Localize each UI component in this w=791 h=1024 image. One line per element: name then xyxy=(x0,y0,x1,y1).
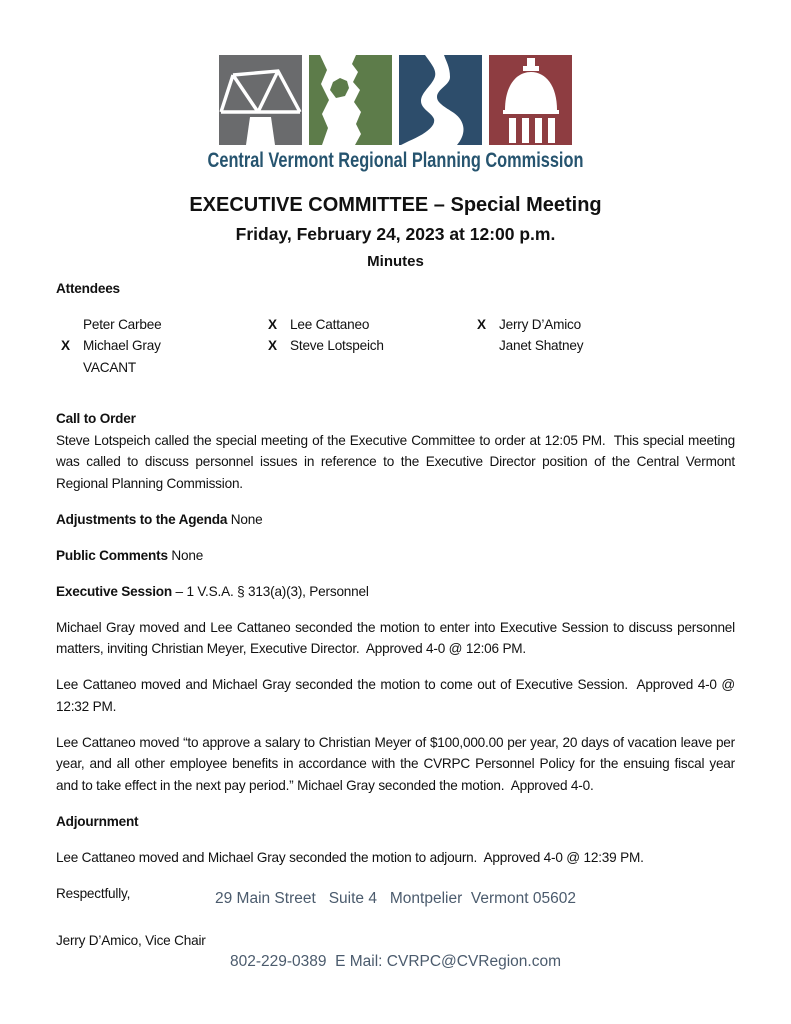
present-marker: X xyxy=(477,316,486,332)
attendees-column-2 xyxy=(268,314,477,379)
adjustments-label: Adjustments to the Agenda xyxy=(56,511,228,527)
attendee-name: Peter Carbee xyxy=(83,316,162,332)
adjournment-section xyxy=(56,811,735,833)
executive-session-cite: – 1 V.S.A. § 313(a)(3), Personnel xyxy=(171,583,369,599)
attendees-heading: Attendees xyxy=(56,281,120,296)
attendees-column-3 xyxy=(477,314,735,379)
motion-paragraph-1: Michael Gray moved and Lee Cattaneo seconded the motion to enter into Executive Session to discuss personnel matters, inviting Christian Meyer, Executive Director. Approved 4-0 @ 12:06 PM. xyxy=(56,619,739,656)
footer-contact: 802-229-0389 E Mail: CVRPC@CVRegion.com xyxy=(229,953,562,970)
footer xyxy=(0,846,791,1014)
attendees-list xyxy=(56,314,735,379)
executive-session-label: Executive Session xyxy=(56,583,172,599)
attendees-column-1 xyxy=(56,314,268,379)
present-marker: X xyxy=(268,338,277,353)
public-comments-label: Public Comments xyxy=(56,547,168,563)
org-name: Central Vermont Regional Planning Commission xyxy=(207,148,584,172)
river-icon xyxy=(399,55,482,145)
attendee-row xyxy=(268,335,477,357)
attendee-row xyxy=(268,314,477,336)
attendee-row xyxy=(61,335,268,357)
meeting-title: EXECUTIVE COMMITTEE – Special Meeting xyxy=(189,194,602,216)
attendee-row xyxy=(61,357,268,379)
footer-address: 29 Main Street Suite 4 Montpelier Vermont 05602 xyxy=(214,890,576,907)
cvrpc-logo xyxy=(0,0,791,173)
signature-line: Jerry D’Amico, Vice Chair xyxy=(56,933,206,948)
attendee-name: VACANT xyxy=(83,359,136,375)
logo-panels xyxy=(0,55,791,145)
adjustments-value: None xyxy=(227,511,263,527)
vermont-map-icon xyxy=(309,55,392,145)
meeting-datetime: Friday, February 24, 2023 at 12:00 p.m. xyxy=(235,224,556,244)
attendee-row xyxy=(477,314,735,336)
bridge-icon xyxy=(219,55,302,145)
executive-session-section xyxy=(56,581,735,603)
public-comments-section xyxy=(56,545,735,567)
adjournment-body: Lee Cattaneo moved and Michael Gray seconded the motion to adjourn. Approved 4-0 @ 12:39 PM. xyxy=(56,849,644,865)
call-to-order-heading: Call to Order xyxy=(56,411,136,426)
capitol-dome-icon xyxy=(489,55,572,145)
adjustments-section xyxy=(56,509,735,531)
call-to-order-section xyxy=(56,408,739,494)
attendee-name: Michael Gray xyxy=(83,338,161,353)
adjournment-heading: Adjournment xyxy=(56,813,139,829)
closing-line: Respectfully, xyxy=(56,885,131,901)
attendee-row xyxy=(477,335,735,357)
present-marker: X xyxy=(268,316,277,332)
motion-paragraph-2: Lee Cattaneo moved and Michael Gray seconded the motion to come out of Executive Session. Approved 4-0 @ 12:32 PM. xyxy=(56,677,739,714)
attendee-name: Steve Lotspeich xyxy=(290,338,384,353)
call-to-order-body: Steve Lotspeich called the special meeting of the Executive Committee to order at 12:05 PM. This special meeting was called to discuss personnel issues in reference to the Executive Director position of the Central Vermont Regional Planning Commission. xyxy=(56,432,739,491)
public-comments-value: None xyxy=(167,547,204,563)
motion-paragraph-3: Lee Cattaneo moved “to approve a salary to Christian Meyer of $100,000.00 per year, 20 days of vacation leave per year, and all other employee benefits in accordance with the CVRPC Personnel Policy for the ensuing fiscal year and to take effect in the next pay period.” Michael Gray seconded the motion. Approved 4-0. xyxy=(56,734,739,793)
minutes-label: Minutes xyxy=(367,253,424,270)
attendee-name: Janet Shatney xyxy=(499,338,584,353)
attendee-row xyxy=(61,314,268,336)
present-marker: X xyxy=(61,338,70,353)
attendee-name: Jerry D’Amico xyxy=(499,316,581,332)
attendee-name: Lee Cattaneo xyxy=(290,316,370,332)
